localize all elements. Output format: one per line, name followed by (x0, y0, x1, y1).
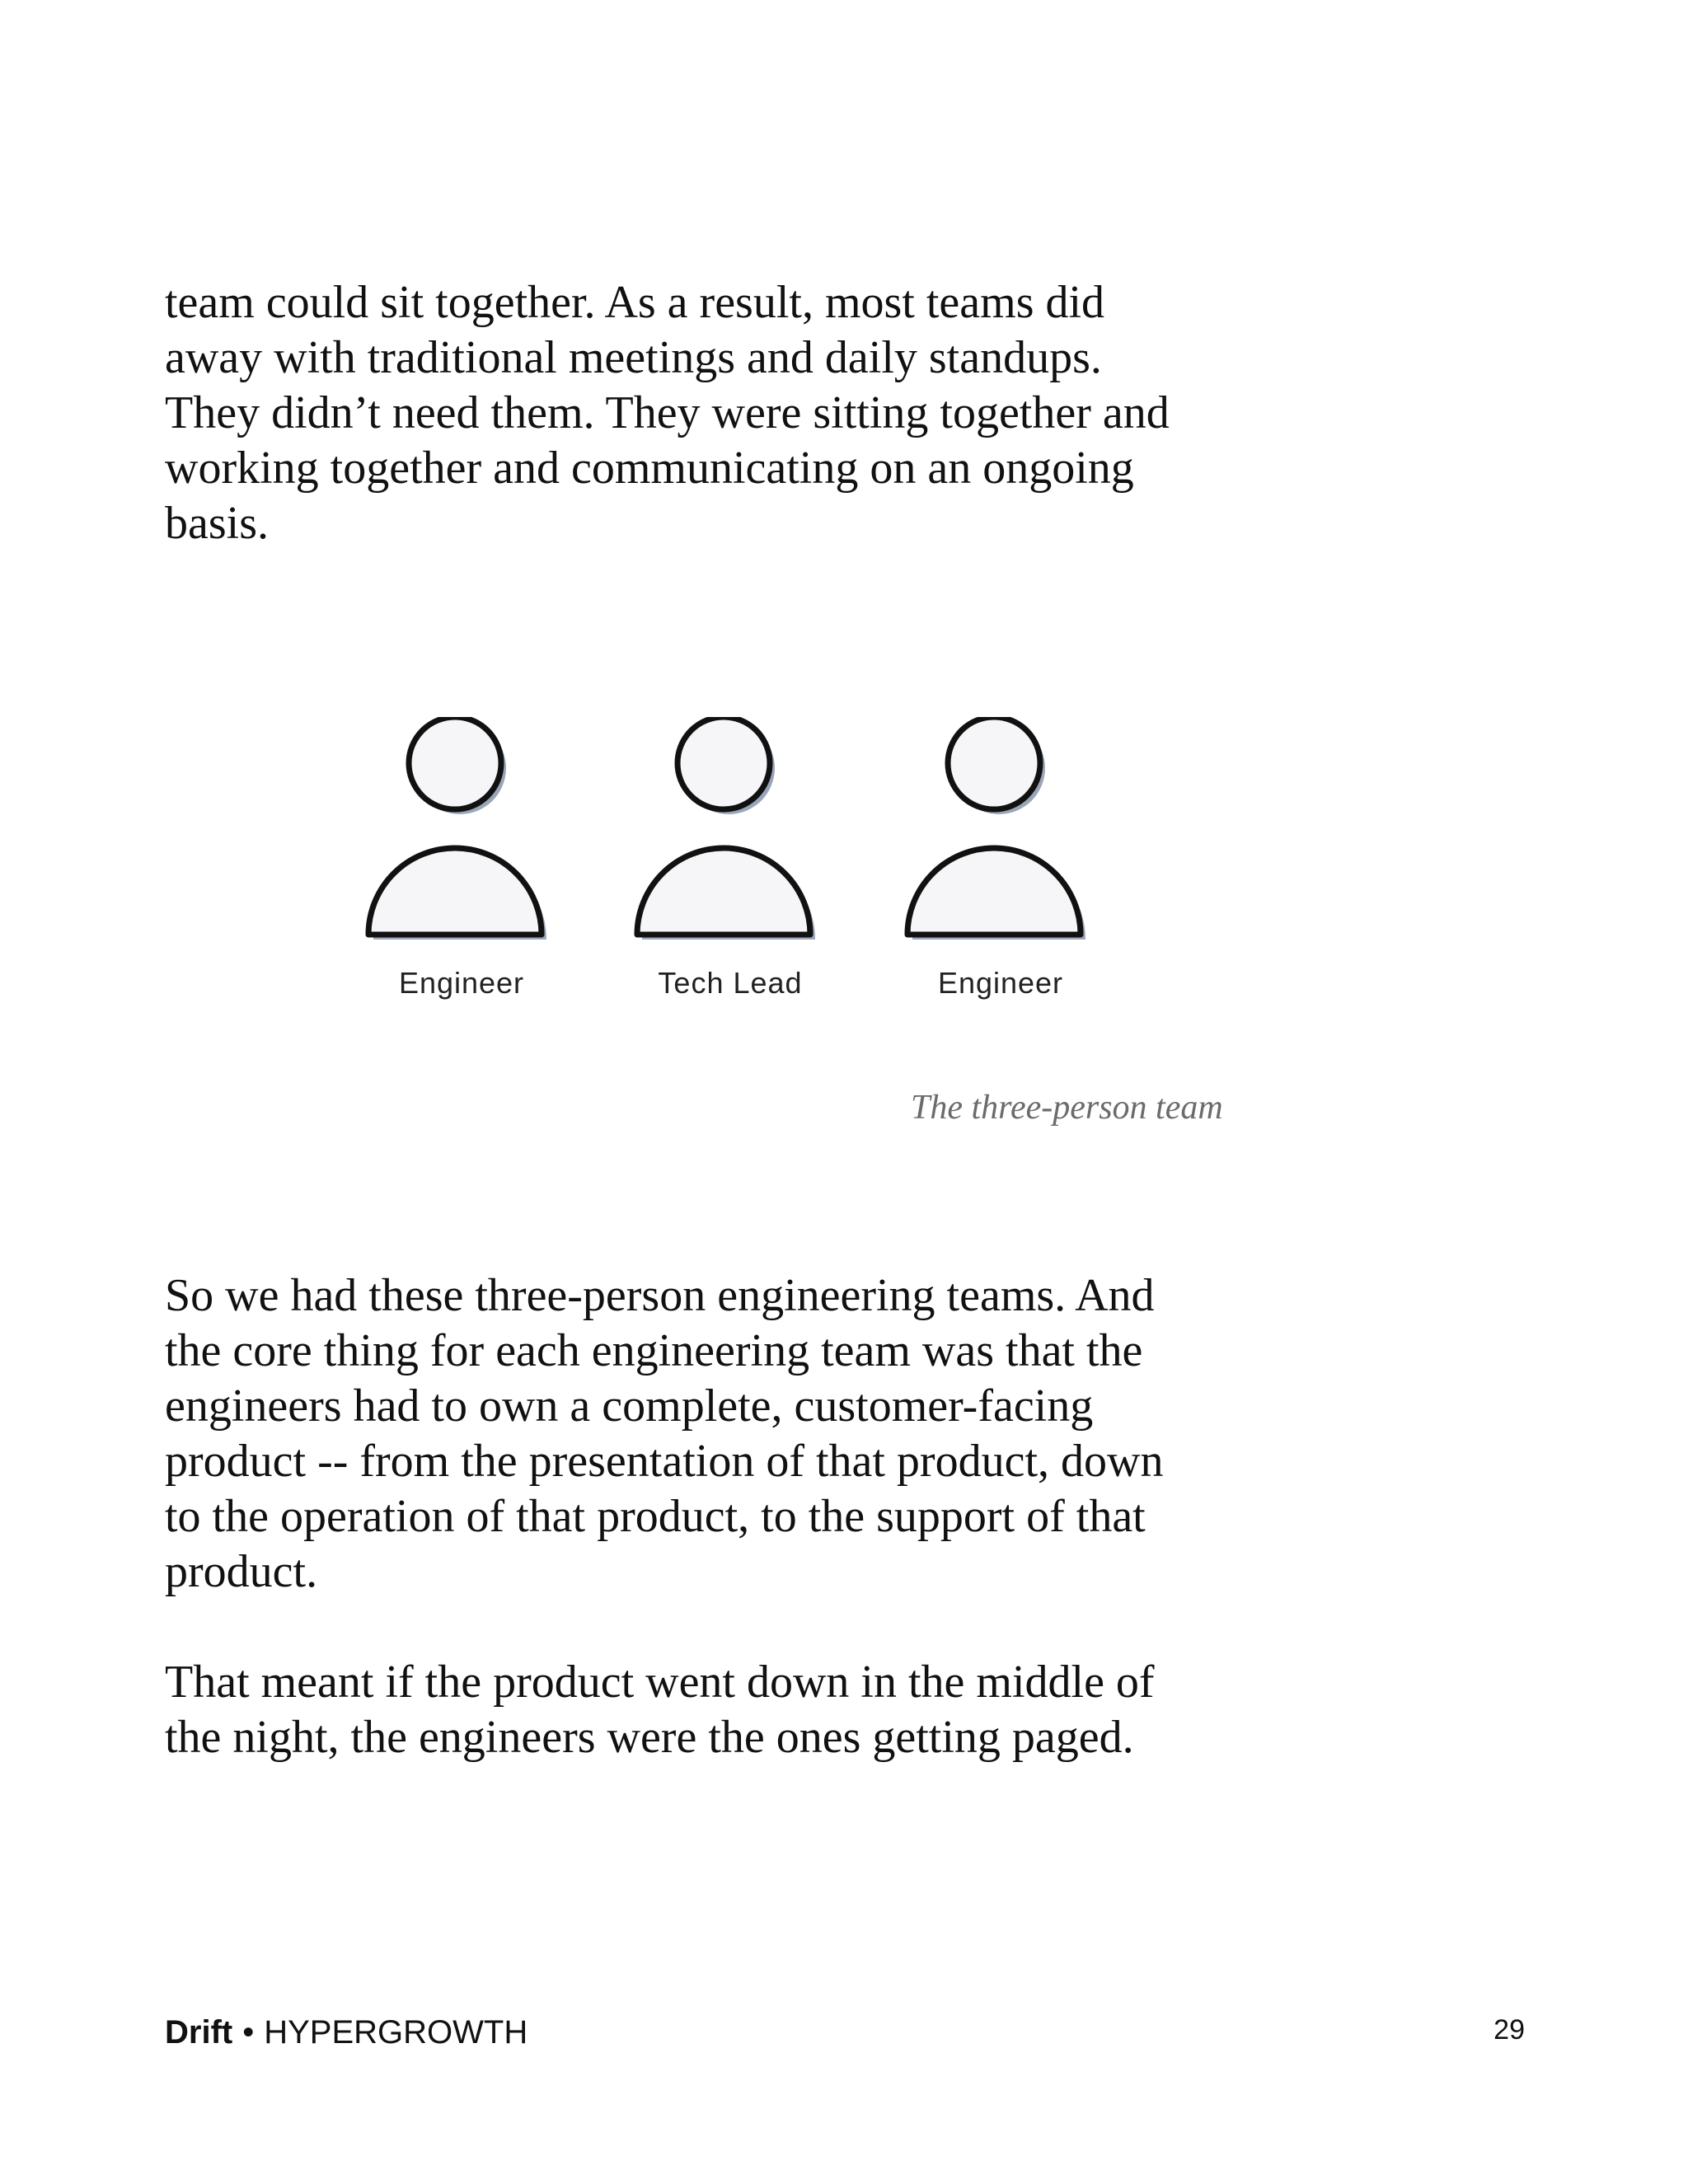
person-icon (363, 717, 560, 956)
team-member (363, 717, 560, 1014)
figure-caption: The three-person team (911, 1089, 1223, 1127)
footer-brand (165, 2014, 528, 2051)
body-paragraph: team could sit together. As a result, most teams did away with traditional meetings and daily standups. They didn’t need them. They were sitting together and working together and communicating on an ongoing basis. (165, 277, 1170, 549)
team-figure (363, 717, 1154, 1014)
team-member (631, 717, 829, 1014)
person-icon (631, 717, 829, 956)
person-label: Engineer (937, 966, 1064, 1000)
person-label: Tech Lead (658, 966, 803, 1000)
brand-separator: • (242, 2014, 255, 2050)
person-label: Engineer (398, 966, 525, 1000)
body-paragraph: So we had these three-person engineering teams. And the core thing for each engineering team was that the engineers had to own a complete, customer-facing product -- from the presentation of that product, down to the operation of that product, to the support of that product. (165, 1270, 1164, 1597)
person-icon (902, 717, 1100, 956)
body-paragraph: That meant if the product went down in the middle of the night, the engineers were the ones getting paged. (165, 1657, 1155, 1763)
brand-name: Drift (165, 2014, 233, 2050)
book-title: HYPERGROWTH (264, 2014, 528, 2050)
team-member (902, 717, 1100, 1014)
page-number: 29 (1493, 2014, 1525, 2046)
